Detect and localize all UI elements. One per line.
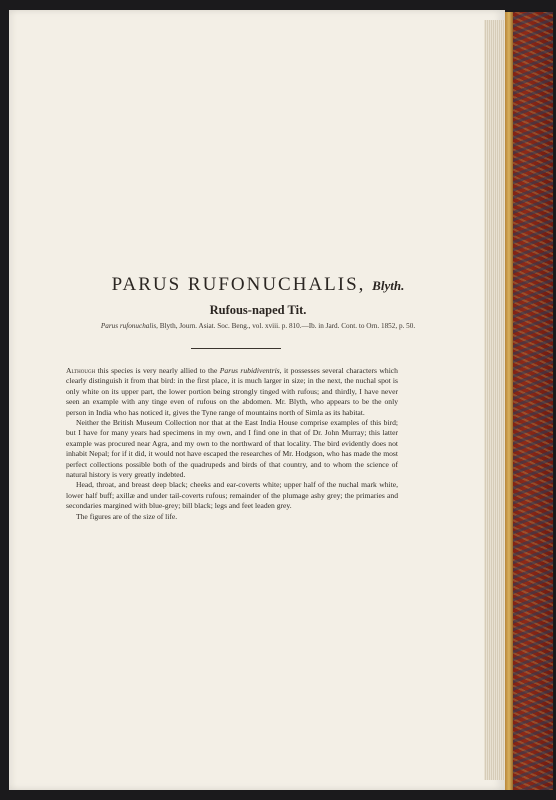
citation-species: Parus rufonuchalis,	[100, 322, 158, 330]
citation	[30, 322, 486, 330]
paragraph-text: this species is very nearly allied to the	[95, 366, 220, 375]
citation-reference: Blyth, Journ. Asiat. Soc. Beng., vol. xviii. p. 810.—Ib. in Jard. Cont. to Orn. 1852, p. 50.	[159, 322, 416, 330]
body-text	[66, 366, 398, 522]
paragraph-text: it possesses several characters which clearly distinguish it from that bird: in the first place, it is much larger in size; in the next, the nuchal spot is only white on its upper part, the lower portion being strongly tinged with rufous; and thirdly, I have never seen an example with any tinge even of rufous on the abdomen. Mr. Blyth, who appears to be the only person in India who has noticed it, gives the Tyne range of mountains north of Simla as its habitat.	[66, 366, 398, 417]
paragraph	[66, 366, 398, 418]
page-edges	[484, 20, 506, 780]
species-ref: Parus rubidiventris,	[219, 366, 282, 375]
title-authority: Blyth.	[372, 278, 405, 293]
title-main: PARUS RUFONUCHALIS,	[111, 274, 366, 295]
page-title	[30, 274, 486, 296]
paragraph: Head, throat, and breast deep black; cheeks and ear-coverts white; upper half of the nuchal mark white, lower half buff; axillæ and under tail-coverts rufous; remainder of the plumage ashy grey; the primaries and secondaries margined with blue-grey; bill black; legs and feet leaden grey.	[66, 480, 398, 511]
divider-rule	[191, 348, 281, 349]
common-name: Rufous-naped Tit.	[209, 303, 307, 317]
paragraph-lead: Although	[66, 366, 96, 375]
cover-gilt-edge	[505, 12, 513, 790]
paragraph: Neither the British Museum Collection nor that at the East India House comprise examples of this bird; but I have for many years had specimens in my own, and I find one in that of Dr. John Murray; this latter example was procured near Agra, and my own to the northward of that locality. The bird evidently does not inhabit Nepal; for if it did, it would not have escaped the researches of Mr. Hodgson, who has made the most perfect collections possible both of the quadrupeds and birds of that country, and to whom the science of natural history is very greatly indebted.	[66, 418, 398, 480]
paragraph: The figures are of the size of life.	[76, 511, 178, 521]
